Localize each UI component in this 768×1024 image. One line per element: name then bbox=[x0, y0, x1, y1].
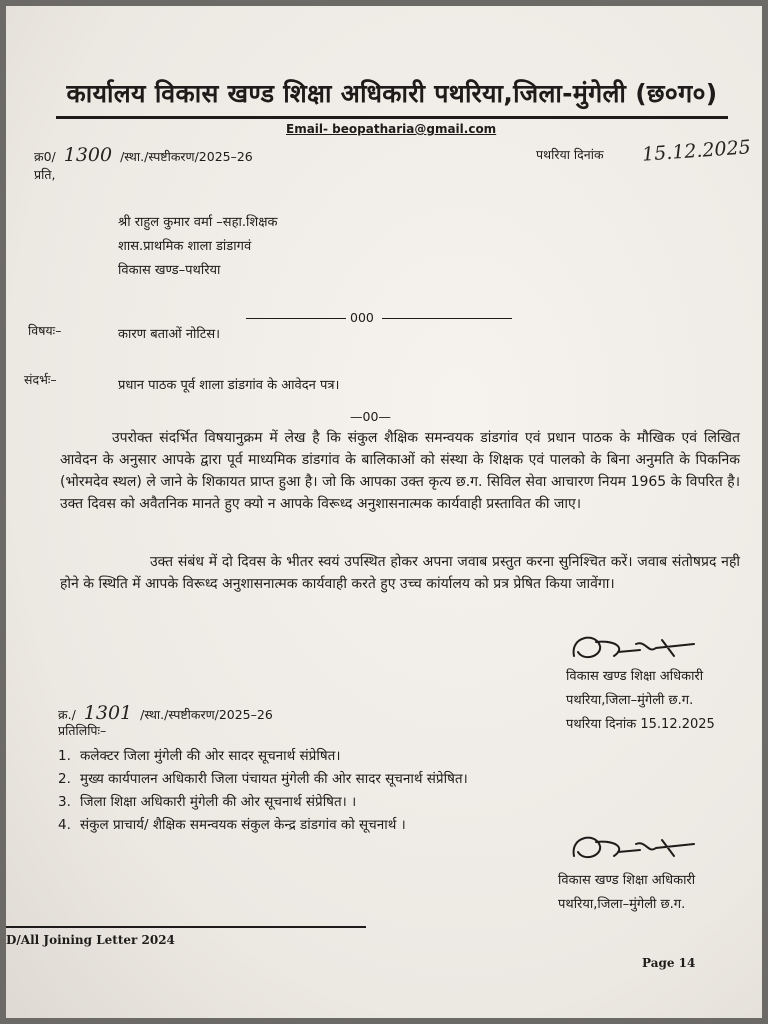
reference-label: संदर्भः– bbox=[24, 372, 57, 387]
office-title: कार्यालय विकास खण्ड शिक्षा अधिकारी पथरिया,जिला-मुंगेली (छ०ग०) bbox=[56, 76, 728, 119]
signature-1-designation: विकास खण्ड शिक्षा अधिकारी bbox=[566, 669, 704, 684]
copy-item-number: 4. bbox=[58, 817, 71, 833]
signature-1-place: पथरिया,जिला–मुंगेली छ.ग. bbox=[566, 693, 694, 708]
page-number: Page 14 bbox=[642, 956, 696, 970]
copy-item-number: 1. bbox=[58, 748, 71, 764]
copy-list-item bbox=[58, 746, 340, 764]
separator-line-right bbox=[382, 318, 512, 319]
signature-2-place: पथरिया,जिला–मुंगेली छ.ग. bbox=[558, 897, 686, 912]
footer-left-text: D/All Joining Letter 2024 bbox=[6, 933, 175, 947]
copy-item-text: मुख्य कार्यपालन अधिकारी जिला पंचायत मुंगेली की ओर सादर सूचनार्थ संप्रेषित। bbox=[80, 771, 468, 787]
signature-1-date: पथरिया दिनांक 15.12.2025 bbox=[566, 717, 715, 732]
ref-number-handwritten: 1300 bbox=[63, 144, 113, 166]
to-line-1: श्री राहुल कुमार वर्मा –सहा.शिक्षक bbox=[118, 215, 278, 230]
ref-date-label: पथरिया दिनांक bbox=[536, 147, 604, 162]
copy-item-text: संकुल प्राचार्य/ शैक्षिक समन्वयक संकुल केन्द्र डांडगांव को सूचनार्थ । bbox=[80, 817, 406, 833]
copy-label: प्रतिलिपिः– bbox=[58, 723, 107, 738]
subject-label: विषयः– bbox=[28, 323, 62, 338]
separator-mark-2: —00— bbox=[350, 409, 391, 424]
document-page bbox=[6, 6, 762, 1018]
copy-ref-prefix: क्र./ bbox=[58, 707, 76, 722]
reference-text: प्रधान पाठक पूर्व शाला डांडगांव के आवेदन पत्र। bbox=[118, 378, 340, 393]
to-line-2: शास.प्राथमिक शाला डांडागवं bbox=[118, 239, 252, 254]
copy-item-text: कलेक्टर जिला मुंगेली की ओर सादर सूचनार्थ संप्रेषित। bbox=[80, 748, 341, 764]
body-paragraph-1: उपरोक्त संदर्भित विषयानुक्रम में लेख है कि संकुल शैक्षिक समन्वयक डांडगांव एवं प्रधान पाठक के मौखिक एवं लिखित आवेदन के अनुसार आपके द्वारा पूर्व माध्यमिक डांडगांव के बालिकाओं को संस्था के शिक्षक एवं पालको के बिना अनुमति के पिकनिक (भोरमदेव स्थल) ले जाने के शिकायत प्राप्त हुआ है। जो कि आपका उक्त कृत्य छ.ग. सिविल सेवा आचारण नियम 1965 के विपरित है। उक्त दिवस को अवैतनिक मानते हुए क्यो न आपके विरूध्द अनुशासनात्मक कार्यवाही प्रस्तावित की जाए। bbox=[60, 430, 740, 512]
copy-list-item bbox=[58, 769, 468, 787]
subject-text: कारण बताओं नोटिस। bbox=[118, 327, 221, 342]
ref-date-handwritten: 15.12.2025 bbox=[641, 136, 752, 166]
ref-line bbox=[34, 144, 253, 166]
to-line-3: विकास खण्ड–पथरिया bbox=[118, 263, 221, 278]
signature-2-image bbox=[566, 826, 706, 870]
copy-ref-suffix: /स्था./स्पष्टीकरण/2025–26 bbox=[140, 707, 273, 722]
copy-ref-number-handwritten: 1301 bbox=[83, 702, 133, 724]
signature-2-designation: विकास खण्ड शिक्षा अधिकारी bbox=[558, 873, 696, 888]
copy-item-number: 3. bbox=[58, 794, 71, 810]
copy-list-item bbox=[58, 815, 406, 833]
ref-prefix: क्र0/ bbox=[34, 149, 56, 164]
copy-item-number: 2. bbox=[58, 771, 71, 787]
to-label: प्रति, bbox=[34, 167, 56, 182]
footer-divider bbox=[6, 926, 366, 928]
separator-mark: 000 bbox=[350, 310, 374, 325]
office-email: Email- beopatharia@gmail.com bbox=[286, 122, 497, 136]
signature-1-image bbox=[566, 626, 706, 670]
copy-item-text: जिला शिक्षा अधिकारी मुंगेली की ओर सूचनार्थ संप्रेषित। । bbox=[80, 794, 357, 810]
body-paragraph-2: उक्त संबंध में दो दिवस के भीतर स्वयं उपस्थित होकर अपना जवाब प्रस्तुत करना सुनिश्चित करें। जवाब संतोषप्रद नही होने के स्थिति में आपके विरूध्द अनुशासनात्मक कार्यवाही करते हुए उच्च कांर्यालय को प्रत्र प्रेषित किया जावेंगा। bbox=[60, 554, 740, 592]
separator-line-left bbox=[246, 318, 346, 319]
copy-list-item bbox=[58, 792, 356, 810]
ref-suffix: /स्था./स्पष्टीकरण/2025–26 bbox=[120, 149, 253, 164]
copy-ref-line bbox=[58, 702, 273, 724]
